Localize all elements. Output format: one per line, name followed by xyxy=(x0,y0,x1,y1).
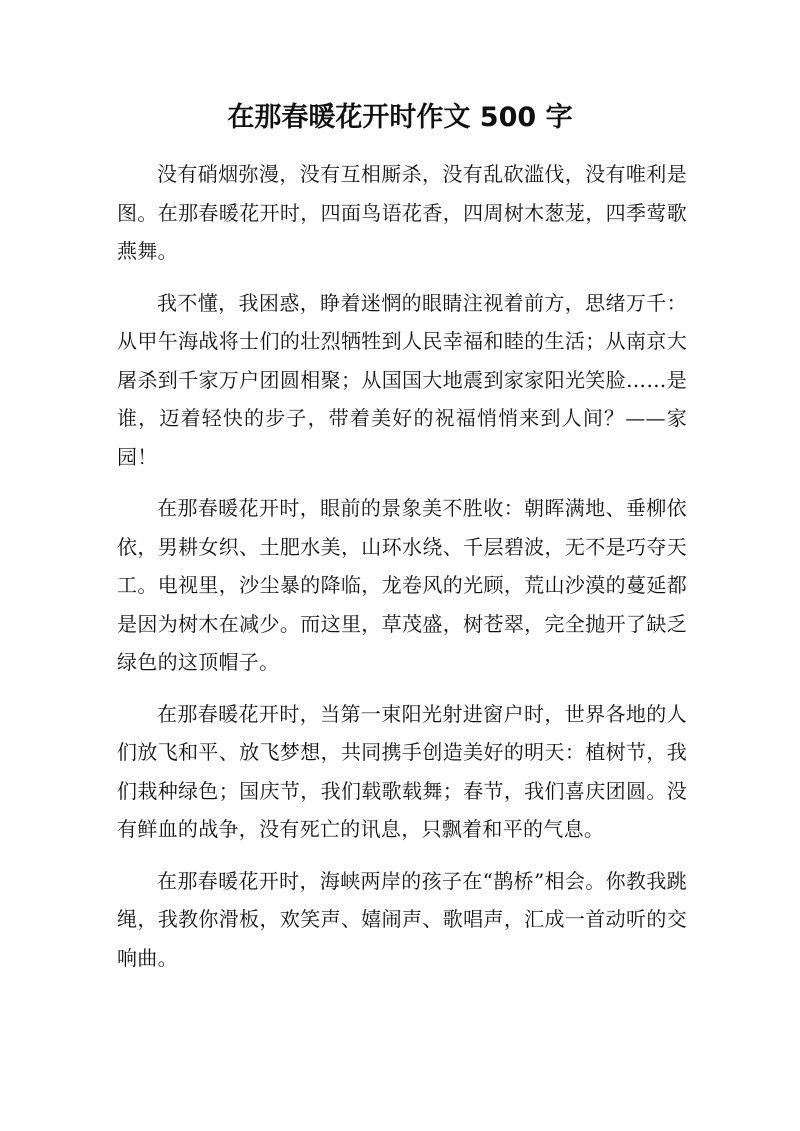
paragraph: 在那春暖花开时，眼前的景象美不胜收：朝晖满地、垂柳依依，男耕女织、土肥水美，山环水绕、千层碧波，无不是巧夺天工。电视里，沙尘暴的降临，龙卷风的光顾，荒山沙漠的蔓延都是因为树木在减少。而这里，草茂盛，树苍翠，完全抛开了缺乏绿色的这顶帽子。 xyxy=(117,496,687,674)
document-title: 在那春暖花开时作文 500 字 xyxy=(227,102,573,133)
paragraph: 在那春暖花开时，海峡两岸的孩子在“鹊桥”相会。你教我跳绳，我教你滑板，欢笑声、嬉闹声、歌唱声，汇成一首动听的交响曲。 xyxy=(117,868,687,970)
document-body xyxy=(117,155,687,990)
paragraph: 在那春暖花开时，当第一束阳光射进窗户时，世界各地的人们放飞和平、放飞梦想，共同携手创造美好的明天：植树节，我们栽种绿色；国庆节，我们载歌载舞；春节，我们喜庆团圆。没有鲜血的战争，没有死亡的讯息，只飘着和平的气息。 xyxy=(117,701,687,841)
paragraph: 我不懂，我困惑，睁着迷惘的眼睛注视着前方，思绪万千：从甲午海战将士们的壮烈牺牲到人民幸福和睦的生活；从南京大屠杀到千家万户团圆相聚；从国国大地震到家家阳光笑脸……是谁，迈着轻快的步子，带着美好的祝福悄悄来到人间？——家园！ xyxy=(117,290,687,469)
paragraph: 没有硝烟弥漫，没有互相厮杀，没有乱砍滥伐，没有唯利是图。在那春暖花开时，四面鸟语花香，四周树木葱茏，四季莺歌燕舞。 xyxy=(117,162,687,263)
